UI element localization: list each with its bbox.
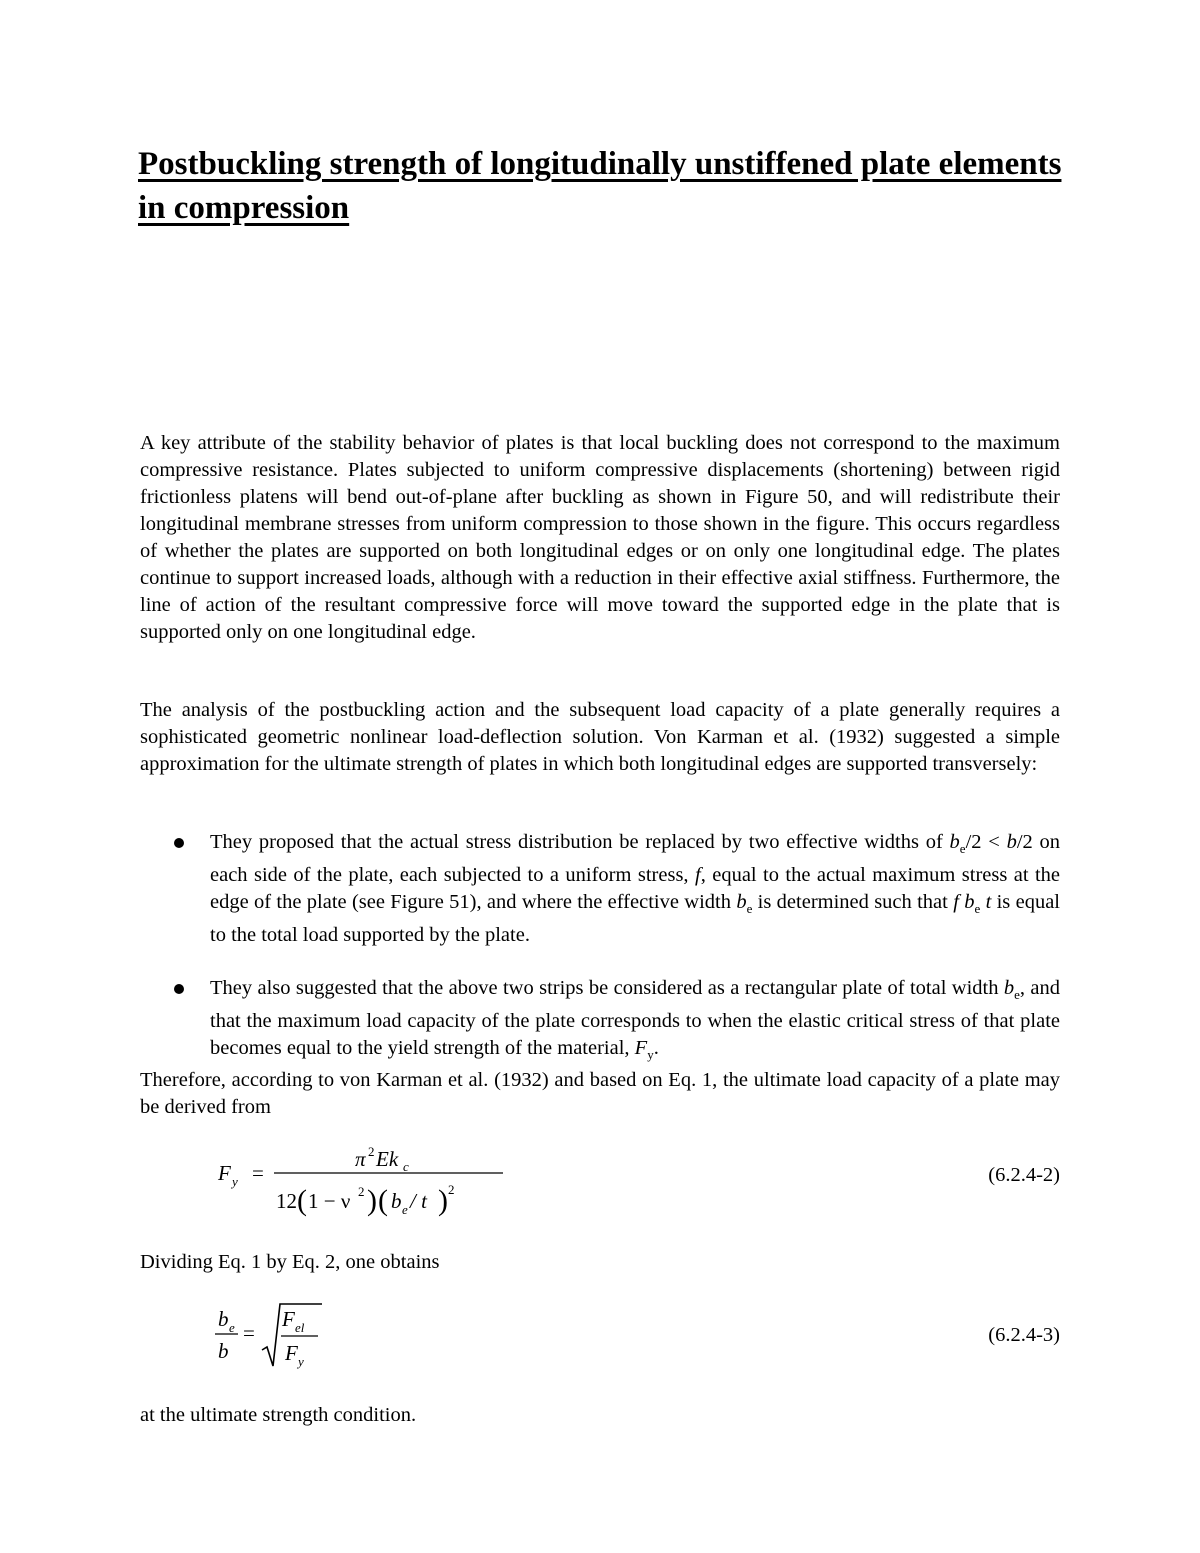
svg-text:=: = [243, 1321, 255, 1345]
paragraph-analysis: The analysis of the postbuckling action and the subsequent load capacity of a plate generally requires a sophisticated geometric nonlinear load-deflection solution. Von Karman et al. (1932) suggested a simple approximation for the ultimate strength of plates in which both longitudinal edges are supported transversely: [140, 699, 1060, 775]
svg-text:F: F [282, 1307, 295, 1331]
equation-6-2-4-2 [140, 1138, 1060, 1223]
bullet-item-rectangular-plate: They also suggested that the above two strips be considered as a rectangular plate of total width $b_e$, and that the maximum load capacity of the plate corresponds to when the elastic critical stress of that plate becomes equal to the yield strength of the material, $F_y$. [140, 975, 1060, 1068]
svg-text:b: b [218, 1339, 229, 1363]
svg-text:b: b [218, 1307, 229, 1331]
svg-text:): ) [367, 1184, 377, 1217]
svg-text:(: ( [297, 1184, 307, 1217]
svg-text:2: 2 [448, 1182, 455, 1197]
bullet-item-effective-width: They proposed that the actual stress distribution be replaced by two effective widths of $b_e/2 < b/2$ on each side of the plate, each subjected to a uniform stress, f, equal to the actual maximum stress at the edge of the plate (see Figure 51), and where the effective width $b_e$ is determined such that f $b_e$ t is equal to the total load supported by the plate. [140, 829, 1060, 949]
equation-formula [210, 1298, 350, 1378]
svg-text:=: = [252, 1161, 264, 1185]
svg-text:(: ( [378, 1184, 388, 1217]
bullet-list [140, 829, 1060, 1068]
svg-text:y: y [298, 1354, 304, 1369]
bullet-icon [174, 984, 184, 994]
paragraph-intro: A key attribute of the stability behavior of plates is that local buckling does not correspond to the maximum compressive resistance. Plates subjected to uniform compressive displacements (shortening) between rigid frictionless platens will bend out-of-plane after buckling as shown in Figure 50, and will redistribute their longitudinal membrane stresses from uniform compression to those shown in the figure. This occurs regardless of whether the plates are supported on both longitudinal edges or on only one longitudinal edge. The plates continue to support increased loads, although with a reduction in their effective axial stiffness. Furthermore, the line of action of the resultant compressive force will move toward the supported edge in the plate that is supported only on one longitudinal edge. [140, 432, 1060, 643]
paragraph-ultimate: at the ultimate strength condition. [140, 1404, 417, 1426]
svg-text:1 − ν: 1 − ν [308, 1189, 351, 1213]
svg-text:e: e [402, 1202, 408, 1217]
equation-6-2-4-3 [140, 1298, 1060, 1378]
equation-formula [210, 1138, 510, 1223]
svg-text:c: c [403, 1159, 409, 1174]
svg-text:): ) [438, 1184, 448, 1217]
svg-text:π: π [355, 1147, 366, 1171]
svg-text:b: b [391, 1189, 402, 1213]
equation-number: (6.2.4-3) [988, 1324, 1060, 1346]
svg-text:2: 2 [358, 1184, 365, 1199]
svg-text:12: 12 [276, 1189, 297, 1213]
svg-text:e: e [229, 1320, 235, 1335]
svg-text:/ t: / t [410, 1189, 427, 1213]
svg-text:y: y [232, 1174, 238, 1189]
svg-text:F: F [285, 1341, 298, 1365]
equation-number: (6.2.4-2) [988, 1164, 1060, 1186]
bullet-icon [174, 838, 184, 848]
paragraph-therefore: Therefore, according to von Karman et al. (1932) and based on Eq. 1, the ultimate load capacity of a plate may be derived from [140, 1069, 1060, 1118]
paragraph-dividing: Dividing Eq. 1 by Eq. 2, one obtains [140, 1251, 440, 1273]
svg-text:el: el [295, 1320, 305, 1335]
page-title: Postbuckling strength of longitudinally unstiffened plate elements in compression [138, 146, 1062, 226]
svg-text:F: F [218, 1161, 231, 1185]
svg-text:Ek: Ek [376, 1147, 399, 1171]
svg-text:2: 2 [368, 1144, 375, 1159]
